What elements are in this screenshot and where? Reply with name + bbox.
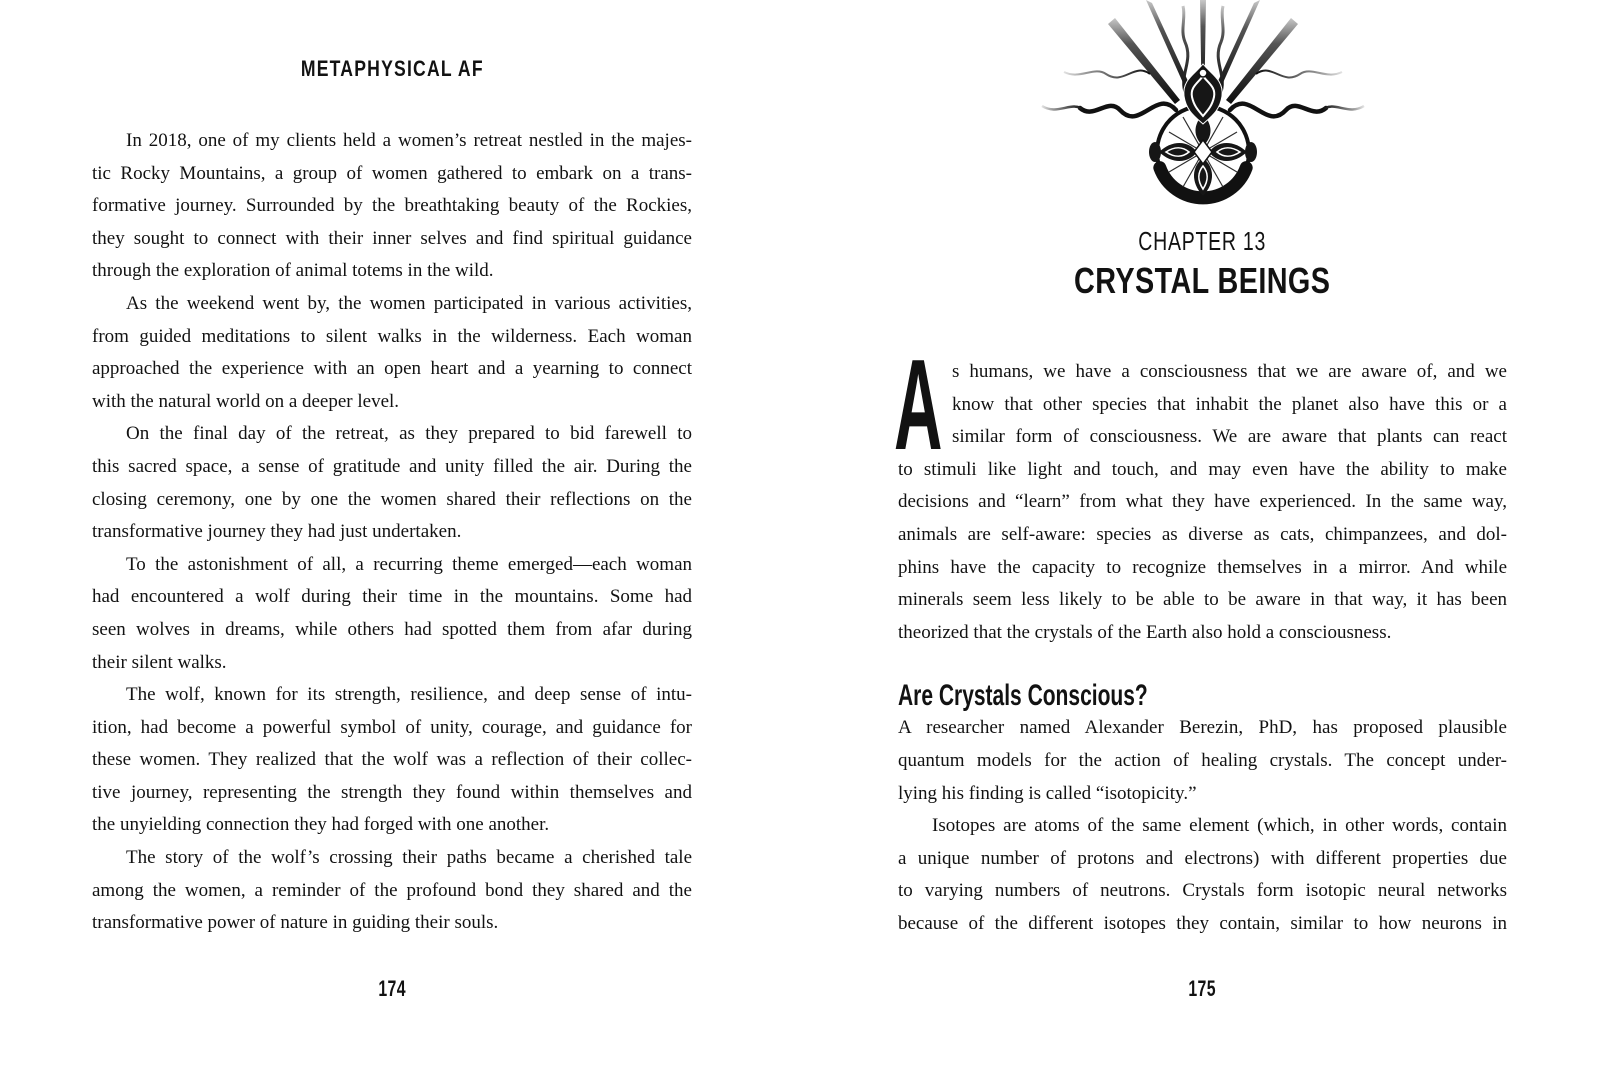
text-line: to varying numbers of neutrons. Crystals form isotopic neural networks [898, 880, 1507, 902]
text-line: Isotopes are atoms of the same element (which, in other words, contain [932, 815, 1507, 837]
left-page-number: 174 [378, 976, 406, 1001]
text-line: closing ceremony, one by one the women shared their reflections on the [92, 488, 692, 510]
text-line: The wolf, known for its strength, resilience, and deep sense of intu- [126, 684, 692, 706]
text-line: this sacred space, a sense of gratitude and unity filled the air. During the [92, 455, 692, 477]
text-line: had encountered a wolf during their time in the mountains. Some had [92, 586, 692, 608]
text-line: tic Rocky Mountains, a group of women gathered to embark on a trans- [92, 162, 692, 184]
text-line: animals are self-aware: species as diverse as cats, chimpanzees, and dol- [898, 523, 1507, 545]
section-heading-text: Are Crystals Conscious? [898, 679, 1148, 713]
text-line: from guided meditations to silent walks in the wilderness. Each woman [92, 325, 692, 347]
right-page-number: 175 [1188, 976, 1217, 1001]
paragraph [92, 125, 692, 288]
text-line: In 2018, one of my clients held a women’s retreat nestled in the majes- [126, 130, 692, 151]
text-line: similar form of consciousness. We are aware that plants can react [952, 426, 1507, 448]
section-heading [898, 679, 1507, 712]
left-page-body-text [92, 125, 692, 940]
text-line: minerals seem less likely to be able to be aware in that way, it has been [898, 589, 1507, 611]
text-line: through the exploration of animal totems in the wild. [92, 260, 494, 282]
chapter-label [898, 226, 1507, 257]
drop-cap-wrap-lines [952, 356, 1507, 454]
text-line: lying his finding is called “isotopicity.” [898, 782, 1197, 804]
paragraph [92, 842, 692, 940]
opening-paragraph [894, 333, 1507, 649]
text-line: among the women, a reminder of the profound bond they shared and the [92, 879, 692, 901]
sun-wheel-ornament-icon [1028, 0, 1378, 210]
drop-cap-letter: A [894, 333, 943, 477]
text-line: s humans, we have a consciousness that we are aware of, and we [952, 361, 1507, 382]
paragraph [898, 810, 1507, 940]
text-line: a unique number of protons and electrons) with different properties due [898, 847, 1507, 869]
chapter-title [898, 260, 1507, 302]
opening-full-lines [898, 454, 1507, 650]
text-line: phins have the capacity to recognize themselves in a mirror. And while [898, 556, 1507, 578]
text-line: the unyielding connection they had forged with one another. [92, 814, 550, 836]
text-line: know that other species that inhabit the planet also have this or a [952, 393, 1507, 415]
text-line: ition, had become a powerful symbol of unity, courage, and guidance for [92, 716, 692, 738]
text-line: tive journey, representing the strength they found within themselves and [92, 781, 692, 803]
text-line: their silent walks. [92, 651, 227, 673]
text-line: they sought to connect with their inner selves and find spiritual guidance [92, 227, 692, 249]
text-line: On the final day of the retreat, as they prepared to bid farewell to [126, 423, 692, 445]
text-line: with the natural world on a deeper level. [92, 390, 400, 412]
text-line: The story of the wolf’s crossing their paths became a cherished tale [126, 847, 692, 869]
right-page-body-text [894, 333, 1507, 941]
text-line: because of the different isotopes they contain, similar to how neurons in [898, 912, 1507, 934]
text-line: quantum models for the action of healing crystals. The concept under- [898, 749, 1507, 771]
text-line: decisions and “learn” from what they have experienced. In the same way, [898, 491, 1507, 513]
text-line: A researcher named Alexander Berezin, PhD, has proposed plausible [898, 717, 1507, 739]
text-line: formative journey. Surrounded by the breathtaking beauty of the Rockies, [92, 195, 692, 217]
paragraph [92, 288, 692, 418]
paragraph [898, 712, 1507, 810]
chapter-title-text: CRYSTAL BEINGS [1074, 260, 1331, 301]
text-line: theorized that the crystals of the Earth also hold a consciousness. [898, 621, 1392, 643]
text-line: transformative power of nature in guiding their souls. [92, 912, 499, 934]
text-line: transformative journey they had just undertaken. [92, 521, 462, 543]
paragraph [92, 418, 692, 548]
right-page-paragraphs [898, 712, 1507, 940]
text-line: to stimuli like light and touch, and may even have the ability to make [898, 458, 1507, 480]
text-line: As the weekend went by, the women participated in various activities, [126, 292, 692, 314]
text-line: these women. They realized that the wolf was a reflection of their collec- [92, 749, 692, 771]
left-page-running-header [92, 56, 692, 82]
chapter-label-text: CHAPTER 13 [1138, 226, 1267, 256]
text-line: seen wolves in dreams, while others had spotted them from afar during [92, 618, 692, 640]
chapter-ornament-illustration [1028, 0, 1378, 210]
running-header-text: METAPHYSICAL AF [300, 56, 484, 81]
paragraph [92, 549, 692, 679]
text-line: approached the experience with an open heart and a yearning to connect [92, 358, 692, 380]
text-line: To the astonishment of all, a recurring theme emerged—each woman [126, 553, 692, 575]
paragraph [92, 679, 692, 842]
